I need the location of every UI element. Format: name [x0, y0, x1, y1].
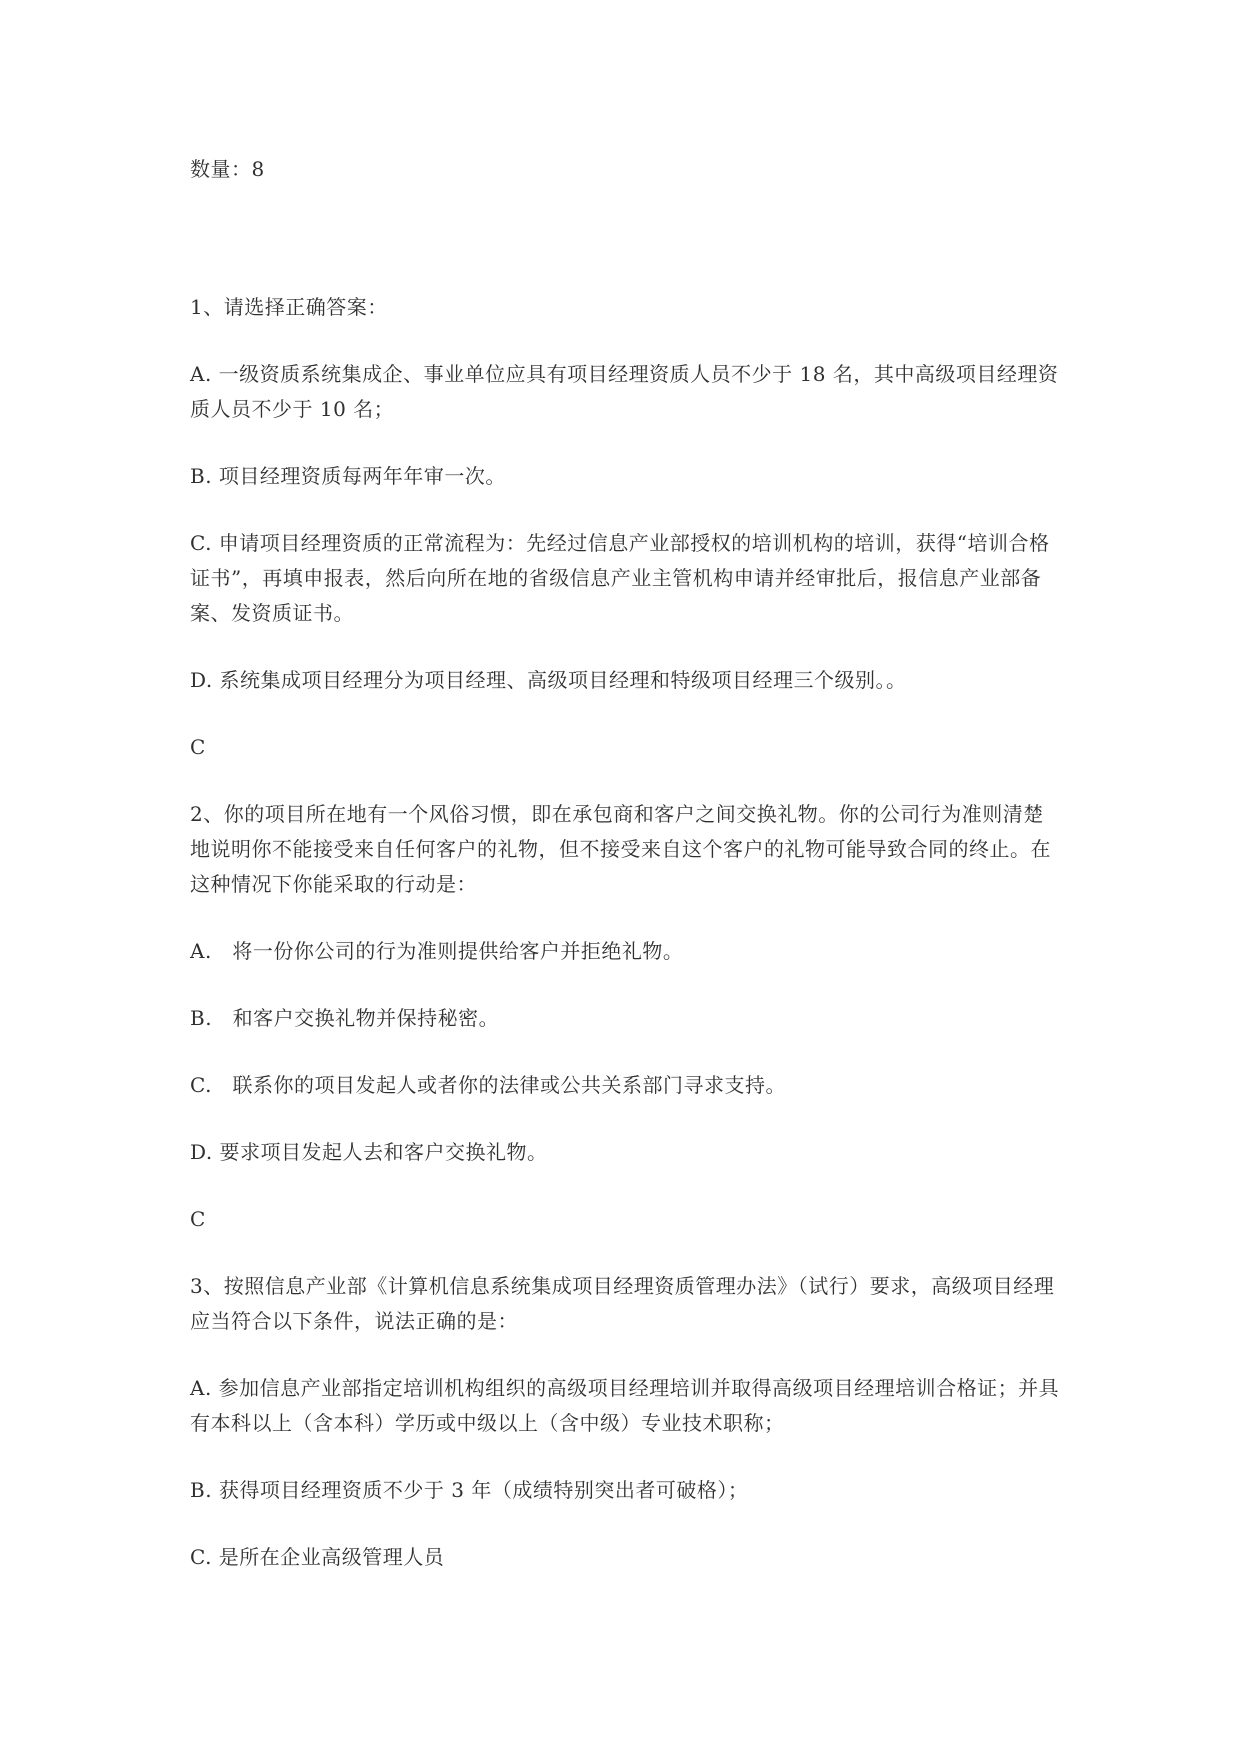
question-3-option-a: A. 参加信息产业部指定培训机构组织的高级项目经理培训并取得高级项目经理培训合格证；并具有本科以上（含本科）学历或中级以上（含中级）专业技术职称； — [190, 1376, 1060, 1435]
question-2-option-d: D. 要求项目发起人去和客户交换礼物。 — [190, 1140, 548, 1164]
question-1-option-a: A. 一级资质系统集成企、事业单位应具有项目经理资质人员不少于 18 名，其中高级项目经理资质人员不少于 10 名； — [190, 362, 1059, 421]
question-3-option-b: B. 获得项目经理资质不少于 3 年（成绩特别突出者可破格）； — [190, 1478, 749, 1502]
question-3-option-c: C. 是所在企业高级管理人员 — [190, 1545, 445, 1569]
document-body — [190, 152, 1060, 1607]
question-1-option-d: D. 系统集成项目经理分为项目经理、高级项目经理和特级项目经理三个级别。。 — [190, 668, 907, 692]
question-2-option-c: C. 联系你的项目发起人或者你的法律或公共关系部门寻求支持。 — [190, 1073, 787, 1097]
question-2-option-a: A. 将一份你公司的行为准则提供给客户并拒绝礼物。 — [190, 939, 684, 963]
count-line: 数量：8 — [190, 157, 265, 181]
question-2-answer: C — [190, 1207, 206, 1231]
question-1-option-c: C. 申请项目经理资质的正常流程为：先经过信息产业部授权的培训机构的培训，获得“培训合格证书”，再填申报表，然后向所在地的省级信息产业主管机构申请并经审批后，报信息产业部备案、发资质证书。 — [190, 531, 1050, 625]
question-2-option-b: B. 和客户交换礼物并保持秘密。 — [190, 1006, 500, 1030]
question-1-stem: 1、请选择正确答案： — [190, 295, 388, 319]
question-1-option-b: B. 项目经理资质每两年年审一次。 — [190, 464, 506, 488]
question-3-stem: 3、按照信息产业部《计算机信息系统集成项目经理资质管理办法》（试行）要求，高级项目经理应当符合以下条件，说法正确的是： — [190, 1274, 1055, 1333]
question-2-stem: 2、你的项目所在地有一个风俗习惯，即在承包商和客户之间交换礼物。你的公司行为准则清楚地说明你不能接受来自任何客户的礼物，但不接受来自这个客户的礼物可能导致合同的终止。在这种情况下你能采取的行动是： — [190, 802, 1051, 896]
question-1-answer: C — [190, 735, 206, 759]
